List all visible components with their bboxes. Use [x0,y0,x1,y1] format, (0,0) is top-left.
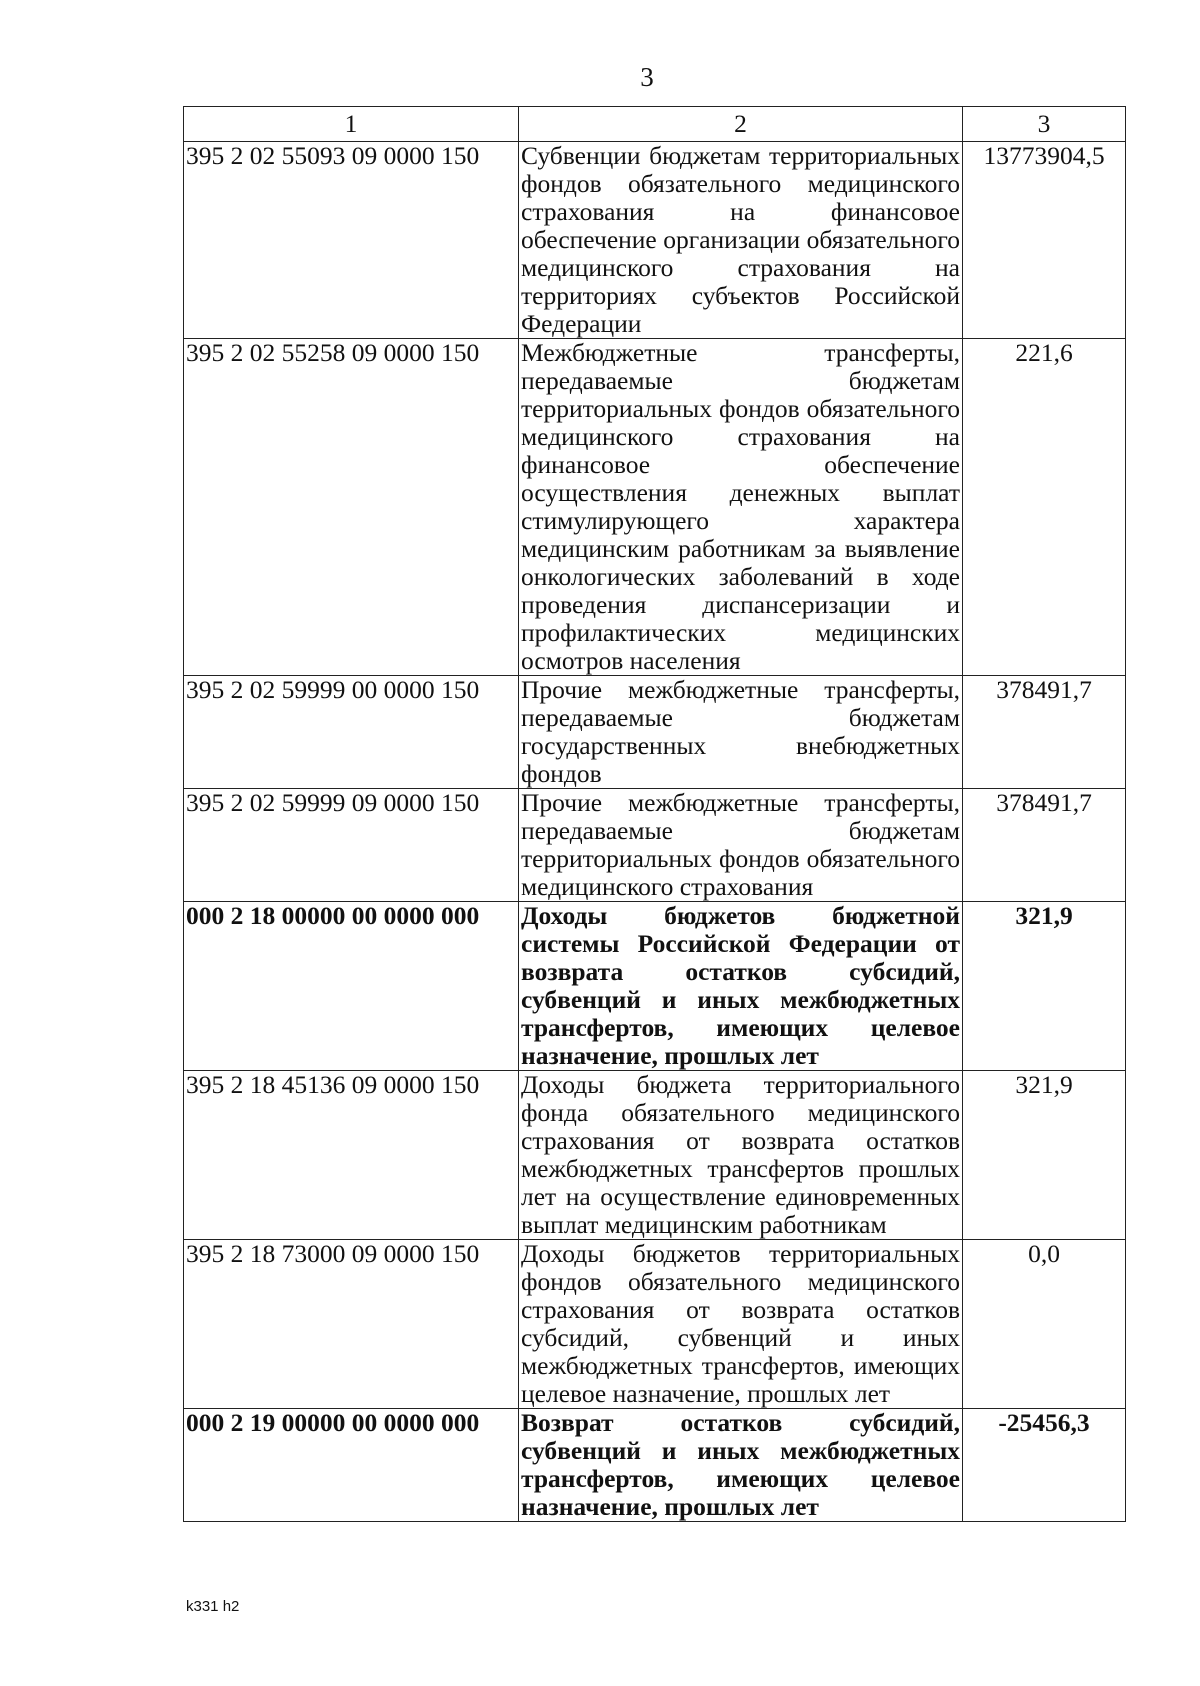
header-row [184,107,1126,142]
amount-cell: 0,0 [963,1240,1126,1409]
budget-code-cell: 395 2 18 45136 09 0000 150 [184,1071,519,1240]
amount-cell: 321,9 [963,902,1126,1071]
budget-code-cell: 395 2 02 59999 09 0000 150 [184,789,519,902]
budget-code-cell: 395 2 02 59999 00 0000 150 [184,676,519,789]
footer-document-code: k331 h2 [186,1598,240,1615]
table-row [184,142,1126,339]
table-row [184,339,1126,676]
amount-cell: 13773904,5 [963,142,1126,339]
budget-revenue-table [183,106,1126,1522]
description-cell: Прочие межбюджетные трансферты, передаваемые бюджетам государственных внебюджетных фондов [519,676,963,789]
table-row [184,1240,1126,1409]
column-header-2: 2 [519,107,963,142]
amount-cell: 378491,7 [963,676,1126,789]
amount-cell: 221,6 [963,339,1126,676]
table-body [184,142,1126,1522]
description-cell: Возврат остатков субсидий, субвенций и иных межбюджетных трансфертов, имеющих целевое назначение, прошлых лет [519,1409,963,1522]
description-cell: Прочие межбюджетные трансферты, передаваемые бюджетам территориальных фондов обязательного медицинского страхования [519,789,963,902]
column-header-3: 3 [963,107,1126,142]
table-row [184,676,1126,789]
description-cell: Доходы бюджета территориального фонда обязательного медицинского страхования от возврата остатков межбюджетных трансфертов прошлых лет на осуществление единовременных выплат медицинским работникам [519,1071,963,1240]
table-header [184,107,1126,142]
table-row [184,1071,1126,1240]
budget-code-cell: 395 2 02 55258 09 0000 150 [184,339,519,676]
budget-code-cell: 395 2 02 55093 09 0000 150 [184,142,519,339]
description-cell: Межбюджетные трансферты, передаваемые бюджетам территориальных фондов обязательного медицинского страхования на финансовое обеспечение осуществления денежных выплат стимулирующего характера медицинским работникам за выявление онкологических заболеваний в ходе проведения диспансеризации и профилактических медицинских осмотров населения [519,339,963,676]
budget-code-cell: 000 2 19 00000 00 0000 000 [184,1409,519,1522]
description-cell: Доходы бюджетов бюджетной системы Российской Федерации от возврата остатков субсидий, субвенций и иных межбюджетных трансфертов, имеющих целевое назначение, прошлых лет [519,902,963,1071]
amount-cell: 321,9 [963,1071,1126,1240]
description-cell: Доходы бюджетов территориальных фондов обязательного медицинского страхования от возврата остатков субсидий, субвенций и иных межбюджетных трансфертов, имеющих целевое назначение, прошлых лет [519,1240,963,1409]
budget-code-cell: 395 2 18 73000 09 0000 150 [184,1240,519,1409]
table-row [184,902,1126,1071]
amount-cell: -25456,3 [963,1409,1126,1522]
amount-cell: 378491,7 [963,789,1126,902]
budget-code-cell: 000 2 18 00000 00 0000 000 [184,902,519,1071]
page-number: 3 [640,62,654,92]
table-row [184,1409,1126,1522]
description-cell: Субвенции бюджетам территориальных фондов обязательного медицинского страхования на финансовое обеспечение организации обязательного медицинского страхования на территориях субъектов Российской Федерации [519,142,963,339]
table-row [184,789,1126,902]
column-header-1: 1 [184,107,519,142]
